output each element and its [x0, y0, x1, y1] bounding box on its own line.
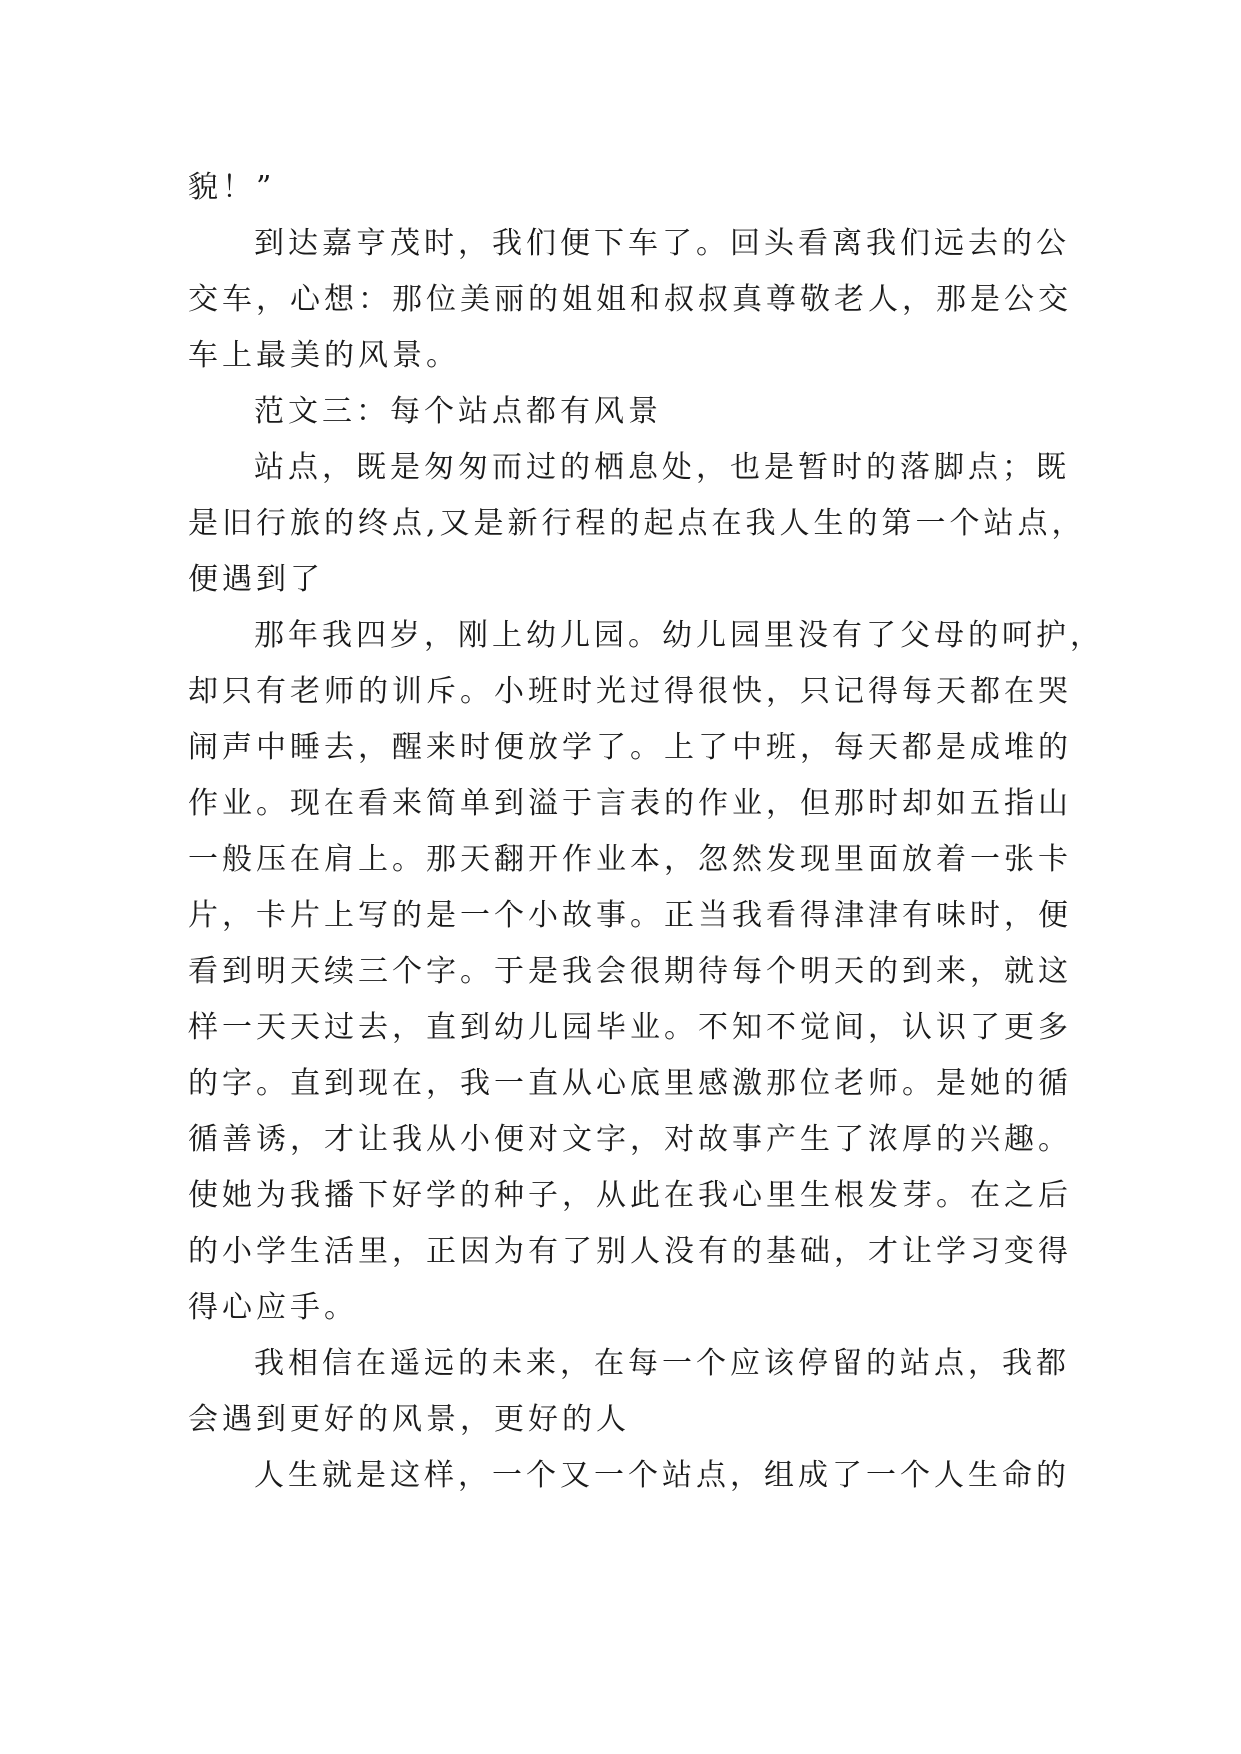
- text-line: 闹声中睡去，醒来时便放学了。上了中班，每天都是成堆的: [188, 730, 1072, 765]
- document-body: [188, 160, 1104, 1504]
- paragraph: [188, 440, 1086, 608]
- paragraph: [188, 216, 1072, 384]
- text-line: 便遇到了: [188, 562, 324, 597]
- text-line: 会遇到更好的风景，更好的人: [188, 1402, 630, 1437]
- paragraph: [188, 608, 1104, 1336]
- paragraph: [188, 1336, 1070, 1448]
- text-line: 看到明天续三个字。于是我会很期待每个明天的到来，就这: [188, 954, 1072, 989]
- text-line: 却只有老师的训斥。小班时光过得很快，只记得每天都在哭: [188, 674, 1072, 709]
- text-line: 交车，心想：那位美丽的姐姐和叔叔真尊敬老人，那是公交: [188, 282, 1072, 317]
- text-line: 作业。现在看来简单到溢于言表的作业，但那时却如五指山: [188, 786, 1072, 821]
- text-line: 那年我四岁，刚上幼儿园。幼儿园里没有了父母的呵护，: [254, 618, 1104, 653]
- text-line: 得心应手。: [188, 1290, 358, 1325]
- text-line: 我相信在遥远的未来，在每一个应该停留的站点，我都: [254, 1346, 1070, 1381]
- paragraph: [188, 160, 1048, 216]
- paragraph: [188, 1448, 1070, 1504]
- text-line: 一般压在肩上。那天翻开作业本，忽然发现里面放着一张卡: [188, 842, 1072, 877]
- text-line: 样一天天过去，直到幼儿园毕业。不知不觉间，认识了更多: [188, 1010, 1072, 1045]
- text-line: 是旧行旅的终点,又是新行程的起点在我人生的第一个站点，: [188, 506, 1086, 541]
- text-line: 的小学生活里，正因为有了别人没有的基础，才让学习变得: [188, 1234, 1072, 1269]
- text-line: 的字。直到现在，我一直从心底里感激那位老师。是她的循: [188, 1066, 1072, 1101]
- text-line: 使她为我播下好学的种子，从此在我心里生根发芽。在之后: [188, 1178, 1072, 1213]
- text-line: 人生就是这样，一个又一个站点，组成了一个人生命的: [254, 1458, 1070, 1493]
- text-line: 站点，既是匆匆而过的栖息处，也是暂时的落脚点；既: [254, 450, 1070, 485]
- text-line: 到达嘉亨茂时，我们便下车了。回头看离我们远去的公: [254, 226, 1070, 261]
- text-line: 貌！”: [188, 170, 276, 205]
- paragraph: [188, 384, 1048, 440]
- text-line: 片，卡片上写的是一个小故事。正当我看得津津有味时，便: [188, 898, 1072, 933]
- text-line: 车上最美的风景。: [188, 338, 460, 373]
- text-line: 范文三：每个站点都有风景: [254, 394, 662, 429]
- text-line: 循善诱，才让我从小便对文字，对故事产生了浓厚的兴趣。: [188, 1122, 1072, 1157]
